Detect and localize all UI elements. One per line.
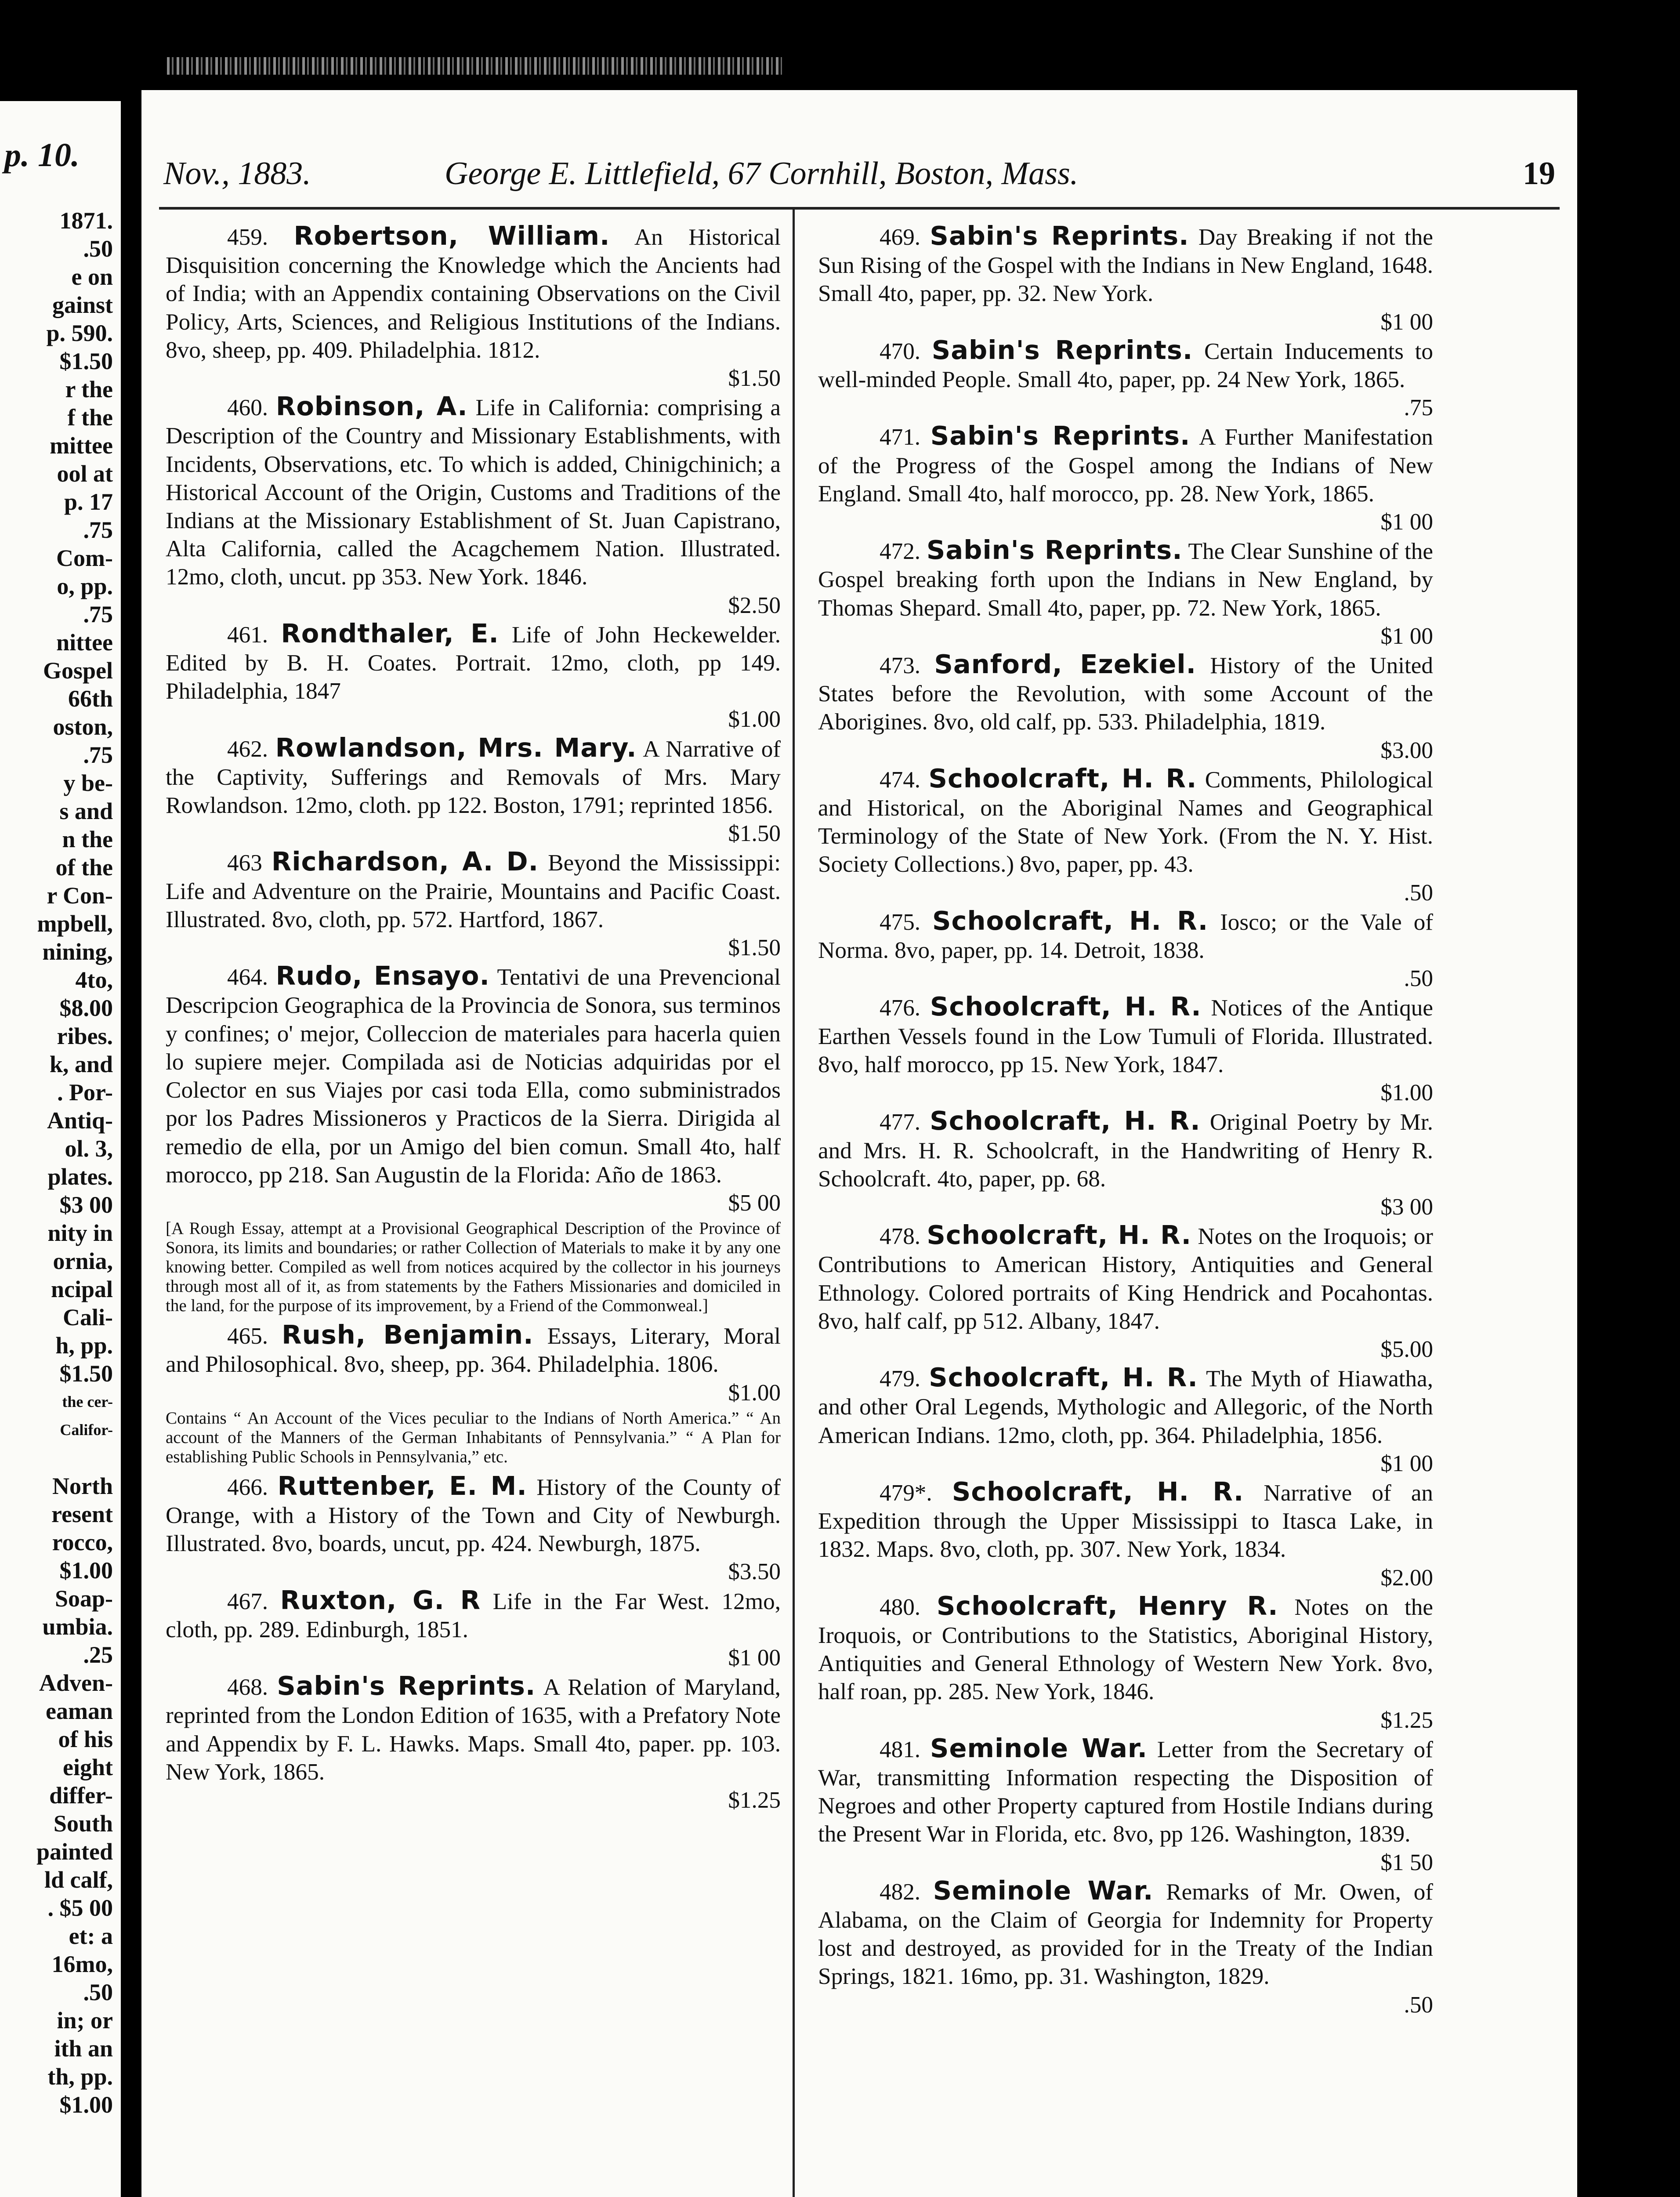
margin-fragment: ornia,: [53, 1248, 113, 1274]
catalog-entry: [166, 222, 781, 392]
adjacent-page-fragments: [36, 207, 113, 2119]
margin-fragment: eaman: [46, 1698, 113, 1724]
entry-price: $1 00: [1380, 623, 1433, 649]
entry-number: 468.: [227, 1674, 268, 1700]
entry-description: Beyond the Mississippi: Life and Adventure on the Prairie, Mountains and Pacific Coast. Illustrated. 8vo, cloth, pp. 572. Hartford, 1867.: [166, 850, 781, 932]
entry-description: A Further Manifestation of the Progress of the Gospel among the Indians of New England. Small 4to, half morocco, pp. 28. New York, 1865.: [818, 424, 1433, 507]
entry-number: 464.: [227, 964, 268, 990]
margin-fragment: ld calf,: [44, 1867, 113, 1893]
entry-description: Day Breaking if not the Sun Rising of the Gospel with the Indians in New England, 1648. Small 4to, paper, pp. 32. New York.: [818, 224, 1433, 307]
entry-price: $1.50: [728, 935, 781, 961]
catalog-entry: [166, 1672, 781, 1814]
catalog-entry: [166, 620, 781, 734]
margin-fragment: 4to,: [75, 967, 113, 993]
entry-price: $5.00: [1380, 1336, 1433, 1362]
margin-fragment: Gospel: [43, 657, 113, 684]
margin-fragment: the cer-: [62, 1393, 113, 1410]
margin-fragment: mpbell,: [37, 910, 113, 937]
catalog-entry: [818, 1107, 1433, 1221]
entry-number: 465.: [227, 1323, 268, 1349]
catalog-entry: [166, 1586, 781, 1672]
entry-number: 469.: [880, 224, 921, 250]
catalog-entry: [166, 734, 781, 848]
entry-price: $1 00: [1380, 308, 1433, 335]
margin-fragment: umbia.: [42, 1613, 113, 1640]
entry-author: Sabin's Reprints.: [277, 1671, 536, 1701]
margin-fragment: South: [53, 1810, 113, 1837]
adjacent-page-strip: [0, 101, 121, 2197]
catalog-entry: [818, 536, 1433, 650]
entry-price: $1.25: [728, 1787, 781, 1813]
entry-description: Comments, Philological and Historical, on the Aboriginal Names and Geographical Terminology of the State of New York. (From the N. Y. Hist. Society Collections.) 8vo, paper, pp. 43.: [818, 766, 1434, 877]
margin-fragment: r Con-: [47, 882, 113, 909]
page-number: 19: [1523, 156, 1555, 192]
catalog-entry: [818, 993, 1433, 1107]
entry-price: $5 00: [728, 1189, 781, 1216]
margin-fragment: y be-: [63, 770, 113, 796]
catalog-entry: [818, 1221, 1433, 1363]
entry-price: $2.00: [1380, 1564, 1433, 1591]
entry-description: A Narrative of the Captivity, Sufferings and Removals of Mrs. Mary Rowlandson. 12mo, cloth. pp 122. Boston, 1791; reprinted 1856.: [166, 736, 781, 819]
entry-author: Rudo, Ensayo.: [275, 961, 490, 991]
margin-fragment: e on: [71, 264, 113, 290]
entry-number: 476.: [880, 995, 921, 1021]
entry-number: 467.: [227, 1588, 268, 1614]
entry-price: $1.00: [728, 706, 781, 732]
catalog-entry: [818, 907, 1433, 993]
entry-price: $2.50: [728, 592, 781, 618]
entry-price: $1.50: [728, 365, 781, 392]
margin-fragment: .75: [83, 517, 113, 543]
margin-fragment: s and: [59, 798, 113, 824]
entry-author: Robertson, William.: [293, 221, 610, 251]
margin-fragment: p. 17: [64, 489, 113, 515]
margin-fragment: 1871.: [59, 207, 113, 234]
margin-fragment: nittee: [56, 629, 113, 656]
catalog-page: [141, 90, 1577, 2197]
entry-description: Tentativi de una Prevencional Descripcion Geographica de la Provincia de Sonora, sus terminos y confines; o' mejor, Colleccion de materiales para hacerla quien lo supiere mejer. Compilada asi de Noticias adquiridas por el Colector en sus Viajes por casi toda Ella, como subministrados por los Padres Missioneros y Practicos de la Sierra. Dirigida al remedio de ella, por un Amigo del bien comun. Small 4to, half morocco, pp 218. San Augustin de la Florida: Año de 1863.: [166, 964, 781, 1188]
entry-price: $3 00: [1380, 1193, 1433, 1220]
entry-description: History of the United States before the Revolution, with some Account of the Aborigines. 8vo, old calf, pp. 533. Philadelphia, 1819.: [818, 653, 1433, 735]
margin-fragment: n the: [62, 826, 113, 852]
entry-author: Schoolcraft, H. R.: [928, 763, 1197, 794]
margin-fragment: ool at: [57, 460, 113, 487]
entry-number: 459.: [227, 224, 268, 250]
margin-fragment: Adven-: [39, 1670, 113, 1696]
margin-fragment: 66th: [68, 685, 113, 712]
entry-description: Iosco; or the Vale of Norma. 8vo, paper, pp. 14. Detroit, 1838.: [818, 909, 1434, 964]
margin-fragment: [36, 1444, 113, 1472]
margin-fragment: $1.00: [59, 2092, 113, 2118]
entry-description: An Historical Disquisition concerning the Knowledge which the Ancients had of India; with an Appendix containing Observations on the Civil Policy, Arts, Sciences, and Religious Institutions of the Indians. 8vo, sheep, pp. 409. Philadelphia. 1812.: [166, 224, 781, 363]
entry-number: 481.: [880, 1736, 921, 1762]
entry-number: 471.: [880, 424, 921, 450]
entry-number: 474.: [880, 766, 921, 793]
entry-note: Contains “ An Account of the Vices peculiar to the Indians of North America.” “ An account of the Manners of the German Inhabitants of Pennsylvania.” “ A Plan for establishing Public Schools in Pennsylvania,” etc.: [166, 1408, 781, 1466]
catalog-entry: [166, 1472, 781, 1586]
margin-fragment: mittee: [50, 432, 113, 459]
entry-author: Schoolcraft, H. R.: [952, 1476, 1244, 1507]
entry-price: .75: [1404, 395, 1433, 421]
margin-fragment: Antiq-: [47, 1107, 113, 1134]
margin-fragment: p. 590.: [46, 320, 113, 346]
header-date: Nov., 1883.: [163, 156, 311, 192]
catalog-entry: [818, 422, 1433, 536]
margin-fragment: oston,: [53, 714, 113, 740]
entry-number: 470.: [880, 338, 921, 364]
entry-price: $1.25: [1380, 1707, 1433, 1733]
adjacent-page-number: p. 10.: [4, 137, 80, 174]
entry-description: History of the County of Orange, with a History of the Town and City of Newburgh. Illustrated. 8vo, boards, uncut, pp. 424. Newburgh, 1875.: [166, 1474, 781, 1557]
entry-price: .50: [1404, 965, 1433, 992]
header-publisher: George E. Littlefield, 67 Cornhill, Boston, Mass.: [445, 156, 1079, 192]
entry-author: Sabin's Reprints.: [930, 421, 1191, 451]
entry-author: Schoolcraft, Henry R.: [936, 1590, 1278, 1621]
catalog-entry: [818, 222, 1433, 336]
margin-fragment: Cali-: [63, 1304, 113, 1331]
entry-author: Schoolcraft, H. R.: [929, 1362, 1198, 1393]
entry-author: Schoolcraft, H. R.: [930, 991, 1202, 1022]
entry-price: $1.50: [728, 820, 781, 847]
entry-price: .50: [1404, 1991, 1433, 2018]
right-column: [818, 222, 1433, 2019]
margin-fragment: f the: [67, 404, 113, 431]
entry-description: The Myth of Hiawatha, and other Oral Legends, Mythologic and Allegoric, of the North American Indians. 12mo, cloth, pp. 364. Philadelphia, 1856.: [818, 1366, 1434, 1448]
margin-fragment: Soap-: [54, 1585, 113, 1612]
entry-price: $3.00: [1380, 737, 1433, 763]
entry-description: Original Poetry by Mr. and Mrs. H. R. Schoolcraft, in the Handwriting of Henry R. Schoolcraft. 4to, paper, pp. 68.: [818, 1109, 1433, 1192]
entry-description: Notes on the Iroquois, or Contributions to the Statistics, Aboriginal History, Antiquities and General Ethnology of Western New York. 8vo, half roan, pp. 285. New York, 1846.: [818, 1594, 1434, 1705]
entry-price: $3.50: [728, 1559, 781, 1585]
entry-price: $1 50: [1380, 1849, 1433, 1875]
catalog-entry: [166, 962, 781, 1217]
margin-fragment: . Por-: [57, 1079, 113, 1106]
margin-fragment: North: [52, 1473, 113, 1499]
entry-price: $1 00: [728, 1644, 781, 1671]
catalog-entry: [166, 1321, 781, 1407]
margin-fragment: .50: [83, 1979, 113, 2005]
catalog-entry: [818, 1478, 1433, 1592]
margin-fragment: .75: [83, 601, 113, 627]
entry-author: Richardson, A. D.: [271, 846, 539, 877]
entry-author: Seminole War.: [930, 1733, 1148, 1763]
entry-description: Life in California: comprising a Description of the Country and Missionary Establishments, with Incidents, Observations, etc. To which is added, Chinigchinich; a Historical Account of the Origin, Customs and Traditions of the Indians at the Missionary Establishment of St. Juan Capistrano, Alta California, called the Acagchemem Nation. Illustrated. 12mo, cloth, uncut. pp 353. New York. 1846.: [166, 395, 781, 590]
entry-author: Rondthaler, E.: [281, 618, 499, 649]
entry-price: $1 00: [1380, 509, 1433, 535]
margin-fragment: resent: [51, 1501, 113, 1527]
margin-fragment: $1.00: [59, 1557, 113, 1584]
margin-fragment: r the: [65, 376, 113, 402]
entry-price: $1.00: [1380, 1080, 1433, 1106]
entry-author: Sanford, Ezekiel.: [934, 649, 1197, 680]
margin-fragment: Califor-: [60, 1421, 113, 1439]
margin-fragment: ol. 3,: [65, 1135, 113, 1162]
entry-number: 462.: [227, 736, 268, 762]
margin-fragment: of his: [58, 1726, 113, 1752]
margin-fragment: .25: [83, 1642, 113, 1668]
margin-fragment: $8.00: [59, 995, 113, 1021]
entry-description: Letter from the Secretary of War, transmitting Information respecting the Disposition of Negroes and other Property captured from Hostile Indians during the Present War in Florida, etc. 8vo, pp 126. Washington, 1839.: [818, 1736, 1433, 1847]
margin-fragment: $1.50: [59, 1360, 113, 1387]
entry-number: 473.: [880, 653, 921, 679]
entry-price: $1 00: [1380, 1450, 1433, 1476]
entry-description: Narrative of an Expedition through the Upper Mississippi to Itasca Lake, in 1832. Maps. 8vo, cloth, pp. 307. New York, 1834.: [818, 1479, 1434, 1563]
margin-fragment: gainst: [52, 292, 113, 318]
entry-number: 466.: [227, 1474, 268, 1500]
margin-fragment: eight: [63, 1754, 113, 1780]
margin-fragment: .50: [83, 236, 113, 262]
entry-author: Ruttenber, E. M.: [277, 1470, 527, 1501]
margin-fragment: . $5 00: [47, 1895, 113, 1921]
margin-fragment: et: a: [69, 1923, 113, 1949]
entry-description: Remarks of Mr. Owen, of Alabama, on the Claim of Georgia for Indemnity for Property lost and destroyed, as provided for in the Treaty of the Indian Springs, 1821. 16mo, pp. 31. Washington, 1829.: [818, 1878, 1433, 1990]
margin-fragment: k, and: [49, 1051, 113, 1077]
entry-author: Robinson, A.: [275, 391, 468, 422]
page-header: [163, 152, 1555, 196]
margin-fragment: differ-: [49, 1782, 113, 1809]
entry-description: Notices of the Antique Earthen Vessels found in the Low Tumuli of Florida. Illustrated. 8vo, half morocco, pp 15. New York, 1847.: [818, 995, 1433, 1077]
margin-fragment: ribes.: [57, 1023, 113, 1049]
margin-fragment: plates.: [47, 1164, 113, 1190]
margin-fragment: Com-: [56, 545, 113, 571]
margin-fragment: nining,: [42, 939, 113, 965]
entry-description: A Relation of Maryland, reprinted from the London Edition of 1635, with a Prefatory Note and Appendix by F. L. Hawks. Maps. Small 4to, paper. pp. 103. New York, 1865.: [166, 1674, 781, 1785]
catalog-entry: [818, 336, 1433, 422]
catalog-entry: [818, 765, 1433, 907]
margin-fragment: in; or: [57, 2007, 113, 2034]
entry-note: [A Rough Essay, attempt at a Provisional Geographical Description of the Province of Sonora, its limits and boundaries; or rather Collection of Materials to make it by any one knowing better. Compiled as well from notices acquired by the collector in his journeys through most all of it, as from statements by the Fathers Missionaries and domiciled in the land, for the purpose of its improvement, by a Friend of the Commonweal.]: [166, 1219, 781, 1316]
catalog-entry: [818, 1592, 1433, 1734]
entry-number: 463: [227, 850, 262, 876]
margin-fragment: painted: [36, 1838, 113, 1865]
entry-price: $1.00: [728, 1379, 781, 1406]
entry-number: 461.: [227, 621, 268, 648]
entry-description: Notes on the Iroquois; or Contributions to American History, Antiquities and General Ethnology. Colored portraits of King Hendrick and Pocahontas. 8vo, half calf, pp 512. Albany, 1847.: [818, 1223, 1434, 1334]
margin-fragment: $1.50: [59, 348, 113, 374]
margin-fragment: $3 00: [59, 1192, 113, 1218]
entry-author: Rowlandson, Mrs. Mary.: [275, 732, 637, 763]
entry-number: 480.: [880, 1594, 921, 1620]
margin-fragment: th, pp.: [47, 2063, 113, 2090]
header-rule: [159, 207, 1560, 210]
entry-author: Sabin's Reprints.: [931, 334, 1193, 365]
column-divider: [793, 210, 795, 2197]
entry-author: Rush, Benjamin.: [282, 1320, 534, 1350]
catalog-entry: [818, 1877, 1433, 2019]
entry-description: Essays, Literary, Moral and Philosophical. 8vo, sheep, pp. 364. Philadelphia. 1806.: [166, 1323, 781, 1378]
entry-author: Schoolcraft, H. R.: [932, 905, 1209, 936]
entry-description: Life of John Heckewelder. Edited by B. H. Coates. Portrait. 12mo, cloth, pp 149. Philadelphia, 1847: [166, 621, 781, 704]
entry-number: 479*.: [880, 1479, 932, 1506]
margin-fragment: h, pp.: [55, 1332, 113, 1359]
entry-number: 479.: [880, 1366, 921, 1392]
catalog-entry: [818, 1734, 1433, 1877]
entry-author: Schoolcraft, H. R.: [930, 1106, 1201, 1136]
margin-fragment: nity in: [47, 1220, 113, 1246]
entry-author: Schoolcraft, H. R.: [927, 1220, 1192, 1251]
left-column: [166, 222, 781, 1814]
margin-fragment: of the: [55, 854, 113, 881]
entry-number: 482.: [880, 1878, 921, 1905]
catalog-entry: [166, 848, 781, 962]
entry-number: 475.: [880, 909, 921, 935]
margin-fragment: 16mo,: [51, 1951, 113, 1977]
margin-fragment: ith an: [54, 2035, 113, 2062]
entry-author: Sabin's Reprints.: [930, 221, 1189, 251]
entry-number: 472.: [880, 538, 921, 565]
entry-author: Ruxton, G. R: [280, 1584, 481, 1615]
catalog-entry: [818, 1363, 1433, 1478]
entry-number: 478.: [880, 1223, 921, 1250]
entry-number: 460.: [227, 395, 268, 421]
entry-price: .50: [1404, 879, 1433, 906]
margin-fragment: ncipal: [51, 1276, 113, 1302]
margin-fragment: o, pp.: [57, 573, 113, 599]
catalog-entry: [818, 650, 1433, 765]
margin-fragment: rocco,: [52, 1529, 113, 1555]
entry-description: Life in the Far West. 12mo, cloth, pp. 289. Edinburgh, 1851.: [166, 1588, 781, 1642]
margin-fragment: .75: [83, 742, 113, 768]
entry-description: Certain Inducements to well-minded People. Small 4to, paper, pp. 24 New York, 1865.: [818, 338, 1434, 393]
entry-author: Sabin's Reprints.: [926, 535, 1183, 566]
entry-author: Seminole War.: [933, 1875, 1154, 1906]
catalog-entry: [166, 392, 781, 620]
scan-noise-top: [167, 57, 782, 75]
entry-number: 477.: [880, 1109, 921, 1135]
entry-description: The Clear Sunshine of the Gospel breaking forth upon the Indians in New England, by Thomas Shepard. Small 4to, paper, pp. 72. New York, 1865.: [818, 538, 1433, 621]
